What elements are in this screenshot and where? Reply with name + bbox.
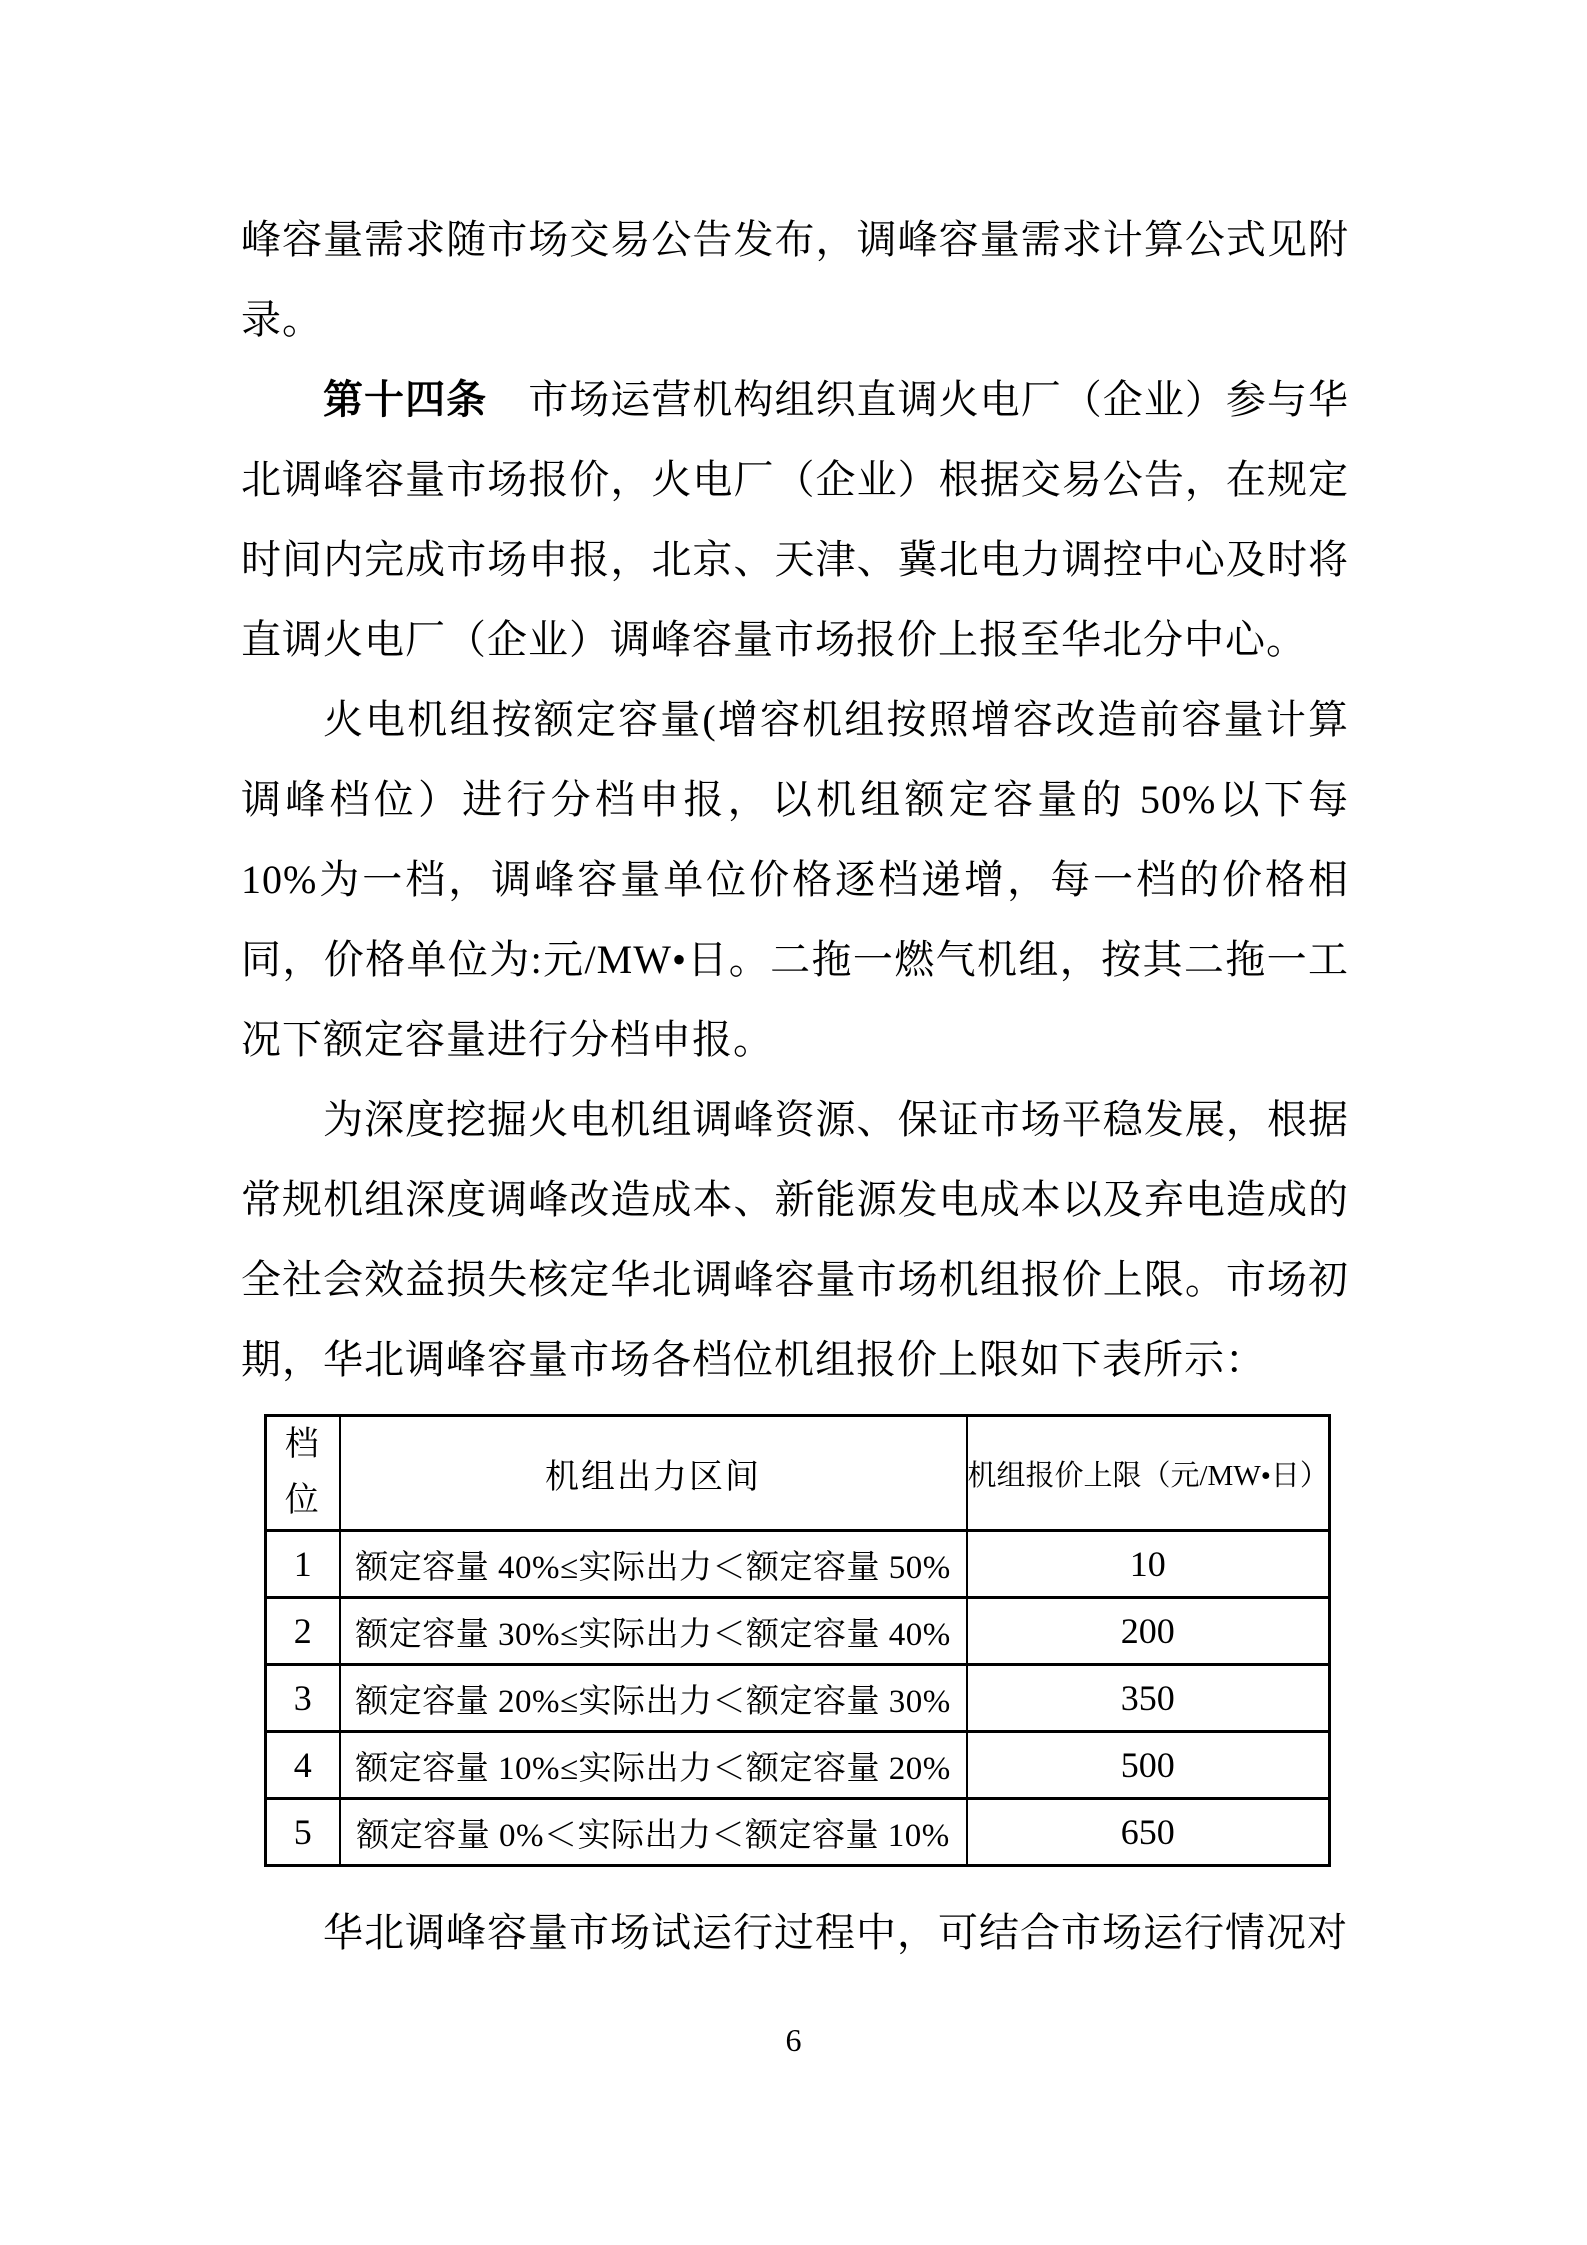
paragraph-article-14	[241, 360, 1349, 680]
price-cell: 10	[967, 1531, 1330, 1598]
tier-cell: 1	[266, 1531, 340, 1598]
price-cell: 200	[967, 1598, 1330, 1665]
range-cell: 额定容量 10%≤实际出力＜额定容量 20%	[340, 1732, 967, 1799]
table-row	[266, 1799, 1330, 1866]
paragraph-continuation: 峰容量需求随市场交易公告发布，调峰容量需求计算公式见附录。	[241, 217, 1349, 342]
page-number: 6	[785, 2022, 802, 2058]
table-row	[266, 1531, 1330, 1598]
header-output-range: 机组出力区间	[340, 1416, 967, 1531]
page-content	[241, 200, 1349, 1973]
article-14-heading: 第十四条	[323, 377, 488, 422]
tier-cell: 2	[266, 1598, 340, 1665]
table-row	[266, 1665, 1330, 1732]
table-row	[266, 1598, 1330, 1665]
tier-cell: 3	[266, 1665, 340, 1732]
range-cell: 额定容量 0%＜实际出力＜额定容量 10%	[340, 1799, 967, 1866]
range-cell: 额定容量 30%≤实际出力＜额定容量 40%	[340, 1598, 967, 1665]
table-row	[266, 1732, 1330, 1799]
header-price-cap: 机组报价上限（元/MW•日）	[967, 1416, 1330, 1531]
tier-cell: 5	[266, 1799, 340, 1866]
price-cell: 650	[967, 1799, 1330, 1866]
price-cell: 500	[967, 1732, 1330, 1799]
article-14-body: 市场运营机构组织直调火电厂（企业）参与华北调峰容量市场报价，火电厂（企业）根据交易公告，在规定时间内完成市场申报，北京、天津、冀北电力调控中心及时将直调火电厂（企业）调峰容量市场报价上报至华北分中心。	[241, 377, 1350, 662]
tier-cell: 4	[266, 1732, 340, 1799]
range-cell: 额定容量 40%≤实际出力＜额定容量 50%	[340, 1531, 967, 1598]
price-cell: 350	[967, 1665, 1330, 1732]
range-cell: 额定容量 20%≤实际出力＜额定容量 30%	[340, 1665, 967, 1732]
table-header-row	[266, 1416, 1330, 1531]
paragraph-bidding-tiers: 火电机组按额定容量(增容机组按照增容改造前容量计算调峰档位）进行分档申报，以机组额定容量的 50%以下每 10%为一档，调峰容量单位价格逐档递增，每一档的价格相同，价格单位为:元/MW•日。二拖一燃气机组，按其二拖一工况下额定容量进行分档申报。	[241, 697, 1349, 1062]
price-cap-table	[264, 1414, 1331, 1867]
header-tier: 档位	[266, 1416, 340, 1531]
paragraph-trial-run: 华北调峰容量市场试运行过程中，可结合市场运行情况对	[323, 1910, 1348, 1955]
paragraph-price-cap: 为深度挖掘火电机组调峰资源、保证市场平稳发展，根据常规机组深度调峰改造成本、新能源发电成本以及弃电造成的全社会效益损失核定华北调峰容量市场机组报价上限。市场初期，华北调峰容量市场各档位机组报价上限如下表所示：	[241, 1097, 1349, 1382]
